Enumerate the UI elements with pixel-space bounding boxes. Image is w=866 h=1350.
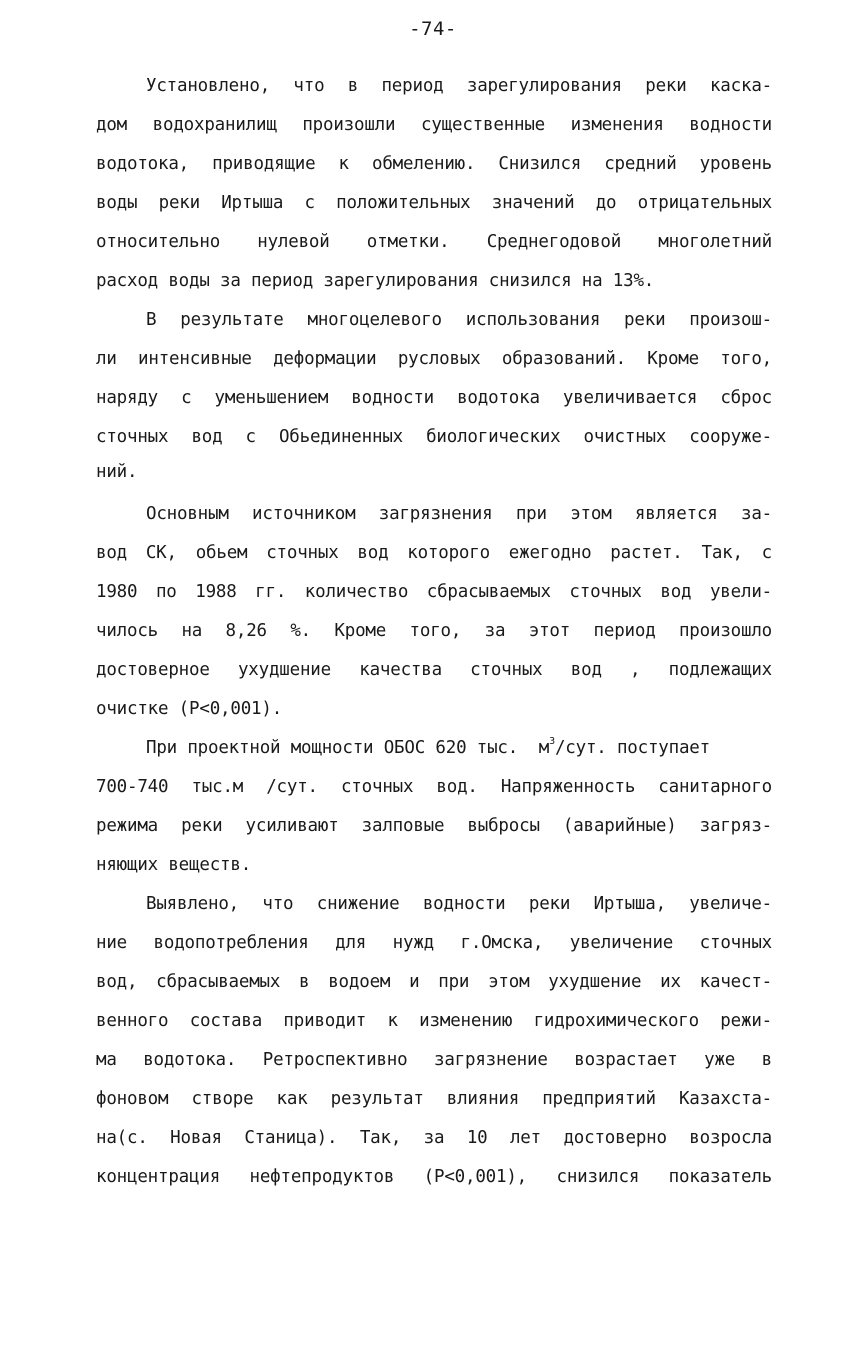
text-line: расход воды за период зарегулирования снизился на 13%.	[96, 271, 655, 291]
text-line: наряду с уменьшением водности водотока увеличивается сброс	[96, 388, 772, 408]
text-line: сточных вод с Обьединенных биологических очистных сооруже-	[96, 427, 772, 447]
text-fragment: /сут. поступает	[554, 738, 710, 758]
text-line: достоверное ухудшение качества сточных вод , подлежащих	[96, 660, 772, 680]
text-fragment: При проектной мощности ОБОС 620 тыс.	[146, 738, 519, 758]
text-line: очистке (Р<0,001).	[96, 699, 283, 719]
text-line: ма водотока. Ретроспективно загрязнение возрастает уже в	[96, 1050, 772, 1070]
text-line: ний.	[96, 462, 138, 482]
text-line: Выявлено, что снижение водности реки Иртыша, увеличе-	[146, 894, 772, 914]
text-line: вод, сбрасываемых в водоем и при этом ухудшение их качест-	[96, 972, 772, 992]
text-line: ние водопотребления для нужд г.Омска, увеличение сточных	[96, 933, 772, 953]
text-line: чилось на 8,26 %. Кроме того, за этот период произошло	[96, 621, 772, 641]
text-line	[146, 736, 772, 760]
text-line: на(с. Новая Станица). Так, за 10 лет достоверно возросла	[96, 1128, 772, 1148]
text-line: Основным источником загрязнения при этом является за-	[146, 504, 772, 524]
text-line: В результате многоцелевого использования реки произош-	[146, 310, 772, 330]
text-line: относительно нулевой отметки. Среднегодовой многолетний	[96, 232, 772, 252]
text-line: дом водохранилищ произошли существенные изменения водности	[96, 115, 772, 135]
text-line: воды реки Иртыша с положительных значений до отрицательных	[96, 193, 772, 213]
unit-m: м	[538, 738, 550, 758]
text-line: 1980 по 1988 гг. количество сбрасываемых сточных вод увели-	[96, 582, 772, 602]
superscript-3: 3	[549, 736, 555, 747]
text-line: концентрация нефтепродуктов (Р<0,001), снизился показатель	[96, 1167, 772, 1187]
text-line: 700-740 тыс.м /сут. сточных вод. Напряженность санитарного	[96, 777, 772, 797]
text-line: водотока, приводящие к обмелению. Снизился средний уровень	[96, 154, 772, 174]
text-line: ли интенсивные деформации русловых образований. Кроме того,	[96, 349, 772, 369]
text-line: вод СК, обьем сточных вод которого ежегодно растет. Так, с	[96, 543, 772, 563]
text-line: фоновом створе как результат влияния предприятий Казахста-	[96, 1089, 772, 1109]
page-number: -74-	[409, 18, 457, 40]
text-line: няющих веществ.	[96, 855, 252, 875]
text-line: режима реки усиливают залповые выбросы (аварийные) загряз-	[96, 816, 772, 836]
text-line: Установлено, что в период зарегулирования реки каска-	[146, 76, 772, 96]
text-line: венного состава приводит к изменению гидрохимического режи-	[96, 1011, 772, 1031]
